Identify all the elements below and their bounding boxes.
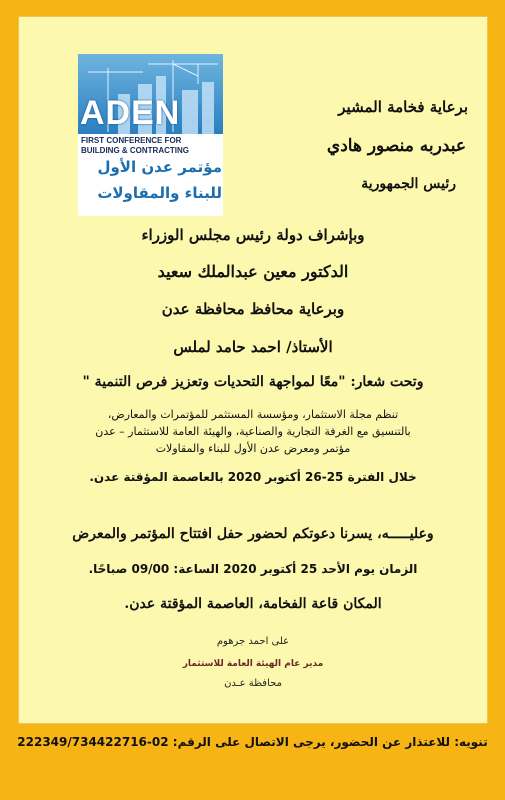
body-line-3: مؤتمر ومعرض عدن الأول للبناء والمقاولات: [155, 442, 351, 455]
logo-arabic-line-1: مؤتمر عدن الأول: [97, 158, 222, 176]
body-line-2: بالتنسيق مع الغرفة التجارية والصناعية، والهيئة العامة للاستثمار – عدن: [95, 425, 411, 438]
body-line-1: تنظم مجلة الاستثمار، ومؤسسة المستثمر للمؤتمرات والمعارض،: [107, 408, 399, 421]
slogan: وتحت شعار: "معًا لمواجهة التحديات وتعزيز فرص التنمية ": [82, 374, 424, 390]
logo-title: ADEN: [80, 94, 181, 132]
signature-name: على احمد جرهوم: [216, 636, 290, 647]
conference-logo: [78, 54, 223, 216]
supervision-line-4: الأستاذ/ احمد حامد لملس: [173, 338, 333, 356]
supervision-line-1: وبإشراف دولة رئيس مجلس الوزراء: [141, 226, 365, 244]
patronage-line-2: عبدربه منصور هادي: [326, 136, 466, 156]
time-line: الزمان يوم الأحد 25 أكتوبر 2020 الساعة: 09/00 صباحًا.: [88, 562, 418, 576]
supervision-line-3: وبرعاية محافظ محافظة عدن: [161, 300, 345, 318]
supervision-line-2: الدكتور معين عبدالملك سعيد: [157, 262, 349, 281]
signature-org: محافظة عـدن: [224, 678, 282, 689]
patronage-line-3: رئيس الجمهورية: [361, 176, 456, 192]
invitation-card: [18, 16, 488, 724]
place-line: المكان قاعة الفخامة، العاصمة المؤقتة عدن.: [124, 596, 382, 612]
logo-skyline-graphic: [78, 54, 223, 134]
logo-english-text: FIRST CONFERENCE FOR BUILDING & CONTRACTING: [81, 136, 189, 155]
signature-title: مدير عام الهيئة العامة للاستثمار: [182, 659, 324, 669]
contact-note: تنويه: للاعتذار عن الحضور، يرجى الاتصال على الرقم: 02-222349/734422716: [17, 735, 488, 749]
body-line-4: خلال الفترة 25-26 أكتوبر 2020 بالعاصمة المؤقتة عدن.: [89, 470, 417, 484]
patronage-line-1: برعاية فخامة المشير: [338, 98, 468, 116]
invitation-line: وعليـــــه، يسرنا دعوتكم لحضور حفل افتتاح المؤتمر والمعرض: [72, 526, 434, 542]
logo-arabic-line-2: للبناء والمقاولات: [97, 184, 222, 202]
